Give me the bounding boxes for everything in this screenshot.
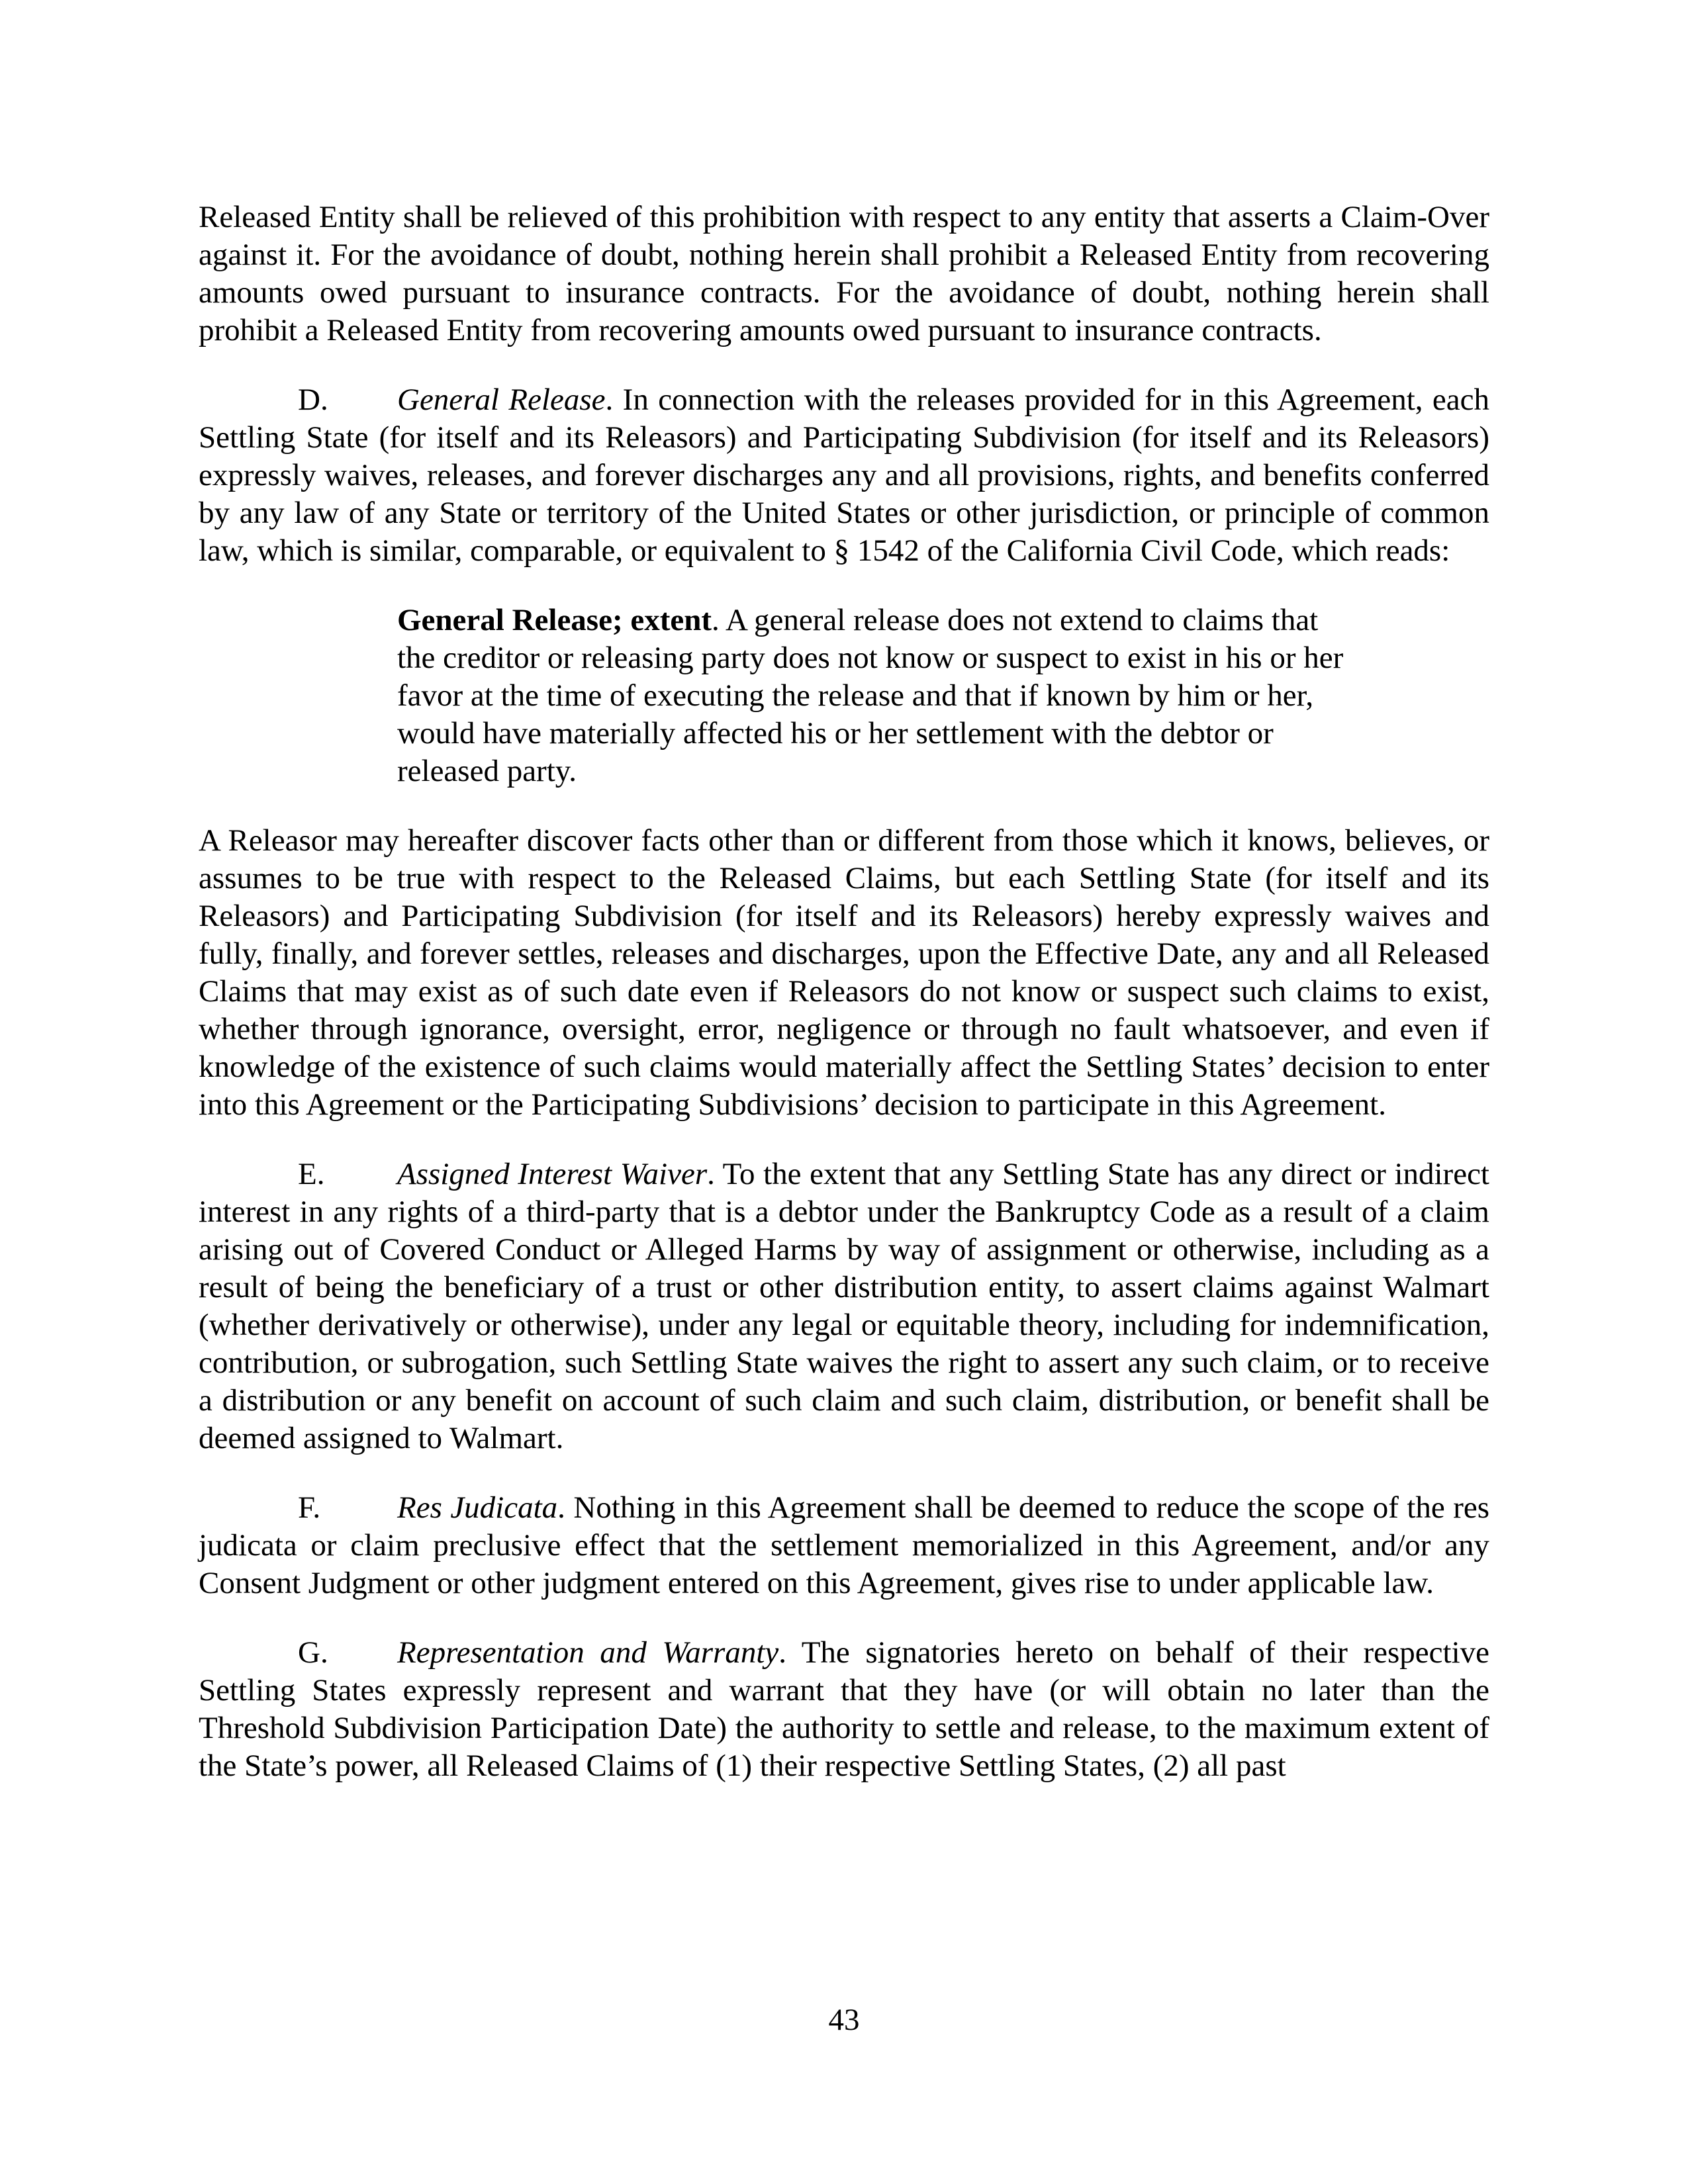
intro-paragraph: Released Entity shall be relieved of this prohibition with respect to any entity that asserts a Claim-Over against it. For the avoidance of doubt, nothing herein shall prohibit a Released Entity from recovering amounts owed pursuant to insurance contracts. For the avoidance of doubt, nothing herein shall prohibit a Released Entity from recovering amounts owed pursuant to insurance contracts. <box>199 200 1489 347</box>
quote-text: . A general release does not extend to claims that the creditor or releasing party does not know or suspect to exist in his or her favor at the time of executing the release and that if known by him or her, would have materially affected his or her settlement with the debtor or released party. <box>397 603 1344 788</box>
section-g-number: G. <box>298 1635 328 1670</box>
section-e-heading: Assigned Interest Waiver <box>397 1157 708 1191</box>
section-e-paragraph <box>199 1156 1489 1457</box>
section-g-text: . The signatories hereto on behalf of their respective Settling States expressly represent and warrant that they have (or will obtain no later than the Threshold Subdivision Participation Date) the authority to settle and release, to the maximum extent of the State’s power, all Released Claims of (1) their respective Settling States, (2) all past <box>199 1635 1489 1783</box>
document-page <box>199 199 1489 1817</box>
section-d-paragraph <box>199 381 1489 570</box>
releasor-paragraph: A Releasor may hereafter discover facts other than or different from those which it knows, believes, or assumes to be true with respect to the Released Claims, but each Settling State (for itself and its Releasors) and Participating Subdivision (for itself and its Releasors) hereby expressly waives and fully, finally, and forever settles, releases and discharges, upon the Effective Date, any and all Released Claims that may exist as of such date even if Releasors do not know or suspect such claims to exist, whether through ignorance, oversight, error, negligence or through no fault whatsoever, and even if knowledge of the existence of such claims would materially affect the Settling States’ decision to enter into this Agreement or the Participating Subdivisions’ decision to participate in this Agreement. <box>199 823 1489 1122</box>
section-f-number: F. <box>298 1490 321 1525</box>
page-number: 43 <box>828 2003 860 2037</box>
section-f-heading: Res Judicata <box>397 1490 558 1525</box>
section-f-paragraph <box>199 1489 1489 1602</box>
section-e-number: E. <box>298 1157 325 1191</box>
section-g-heading: Representation and Warranty <box>397 1635 779 1670</box>
section-d-number: D. <box>298 383 328 417</box>
section-g-paragraph <box>199 1634 1489 1785</box>
section-d-heading: General Release <box>397 383 606 417</box>
quote-heading: General Release; extent <box>397 603 712 637</box>
civil-code-quote <box>397 602 1344 790</box>
section-d-text: . In connection with the releases provided for in this Agreement, each Settling State (for itself and its Releasors) and Participating Subdivision (for itself and its Releasors) expressly waives, releases, and forever discharges any and all provisions, rights, and benefits conferred by any law of any State or territory of the United States or other jurisdiction, or principle of common law, which is similar, comparable, or equivalent to § 1542 of the California Civil Code, which reads: <box>199 383 1489 568</box>
section-e-text: . To the extent that any Settling State has any direct or indirect interest in any rights of a third-party that is a debtor under the Bankruptcy Code as a result of a claim arising out of Covered Conduct or Alleged Harms by way of assignment or otherwise, including as a result of being the beneficiary of a trust or other distribution entity, to assert claims against Walmart (whether derivatively or otherwise), under any legal or equitable theory, including for indemnification, contribution, or subrogation, such Settling State waives the right to assert any such claim, or to receive a distribution or any benefit on account of such claim and such claim, distribution, or benefit shall be deemed assigned to Walmart. <box>199 1157 1489 1455</box>
section-f-text: . Nothing in this Agreement shall be deemed to reduce the scope of the res judicata or claim preclusive effect that the settlement memorialized in this Agreement, and/or any Consent Judgment or other judgment entered on this Agreement, gives rise to under applicable law. <box>199 1490 1489 1600</box>
